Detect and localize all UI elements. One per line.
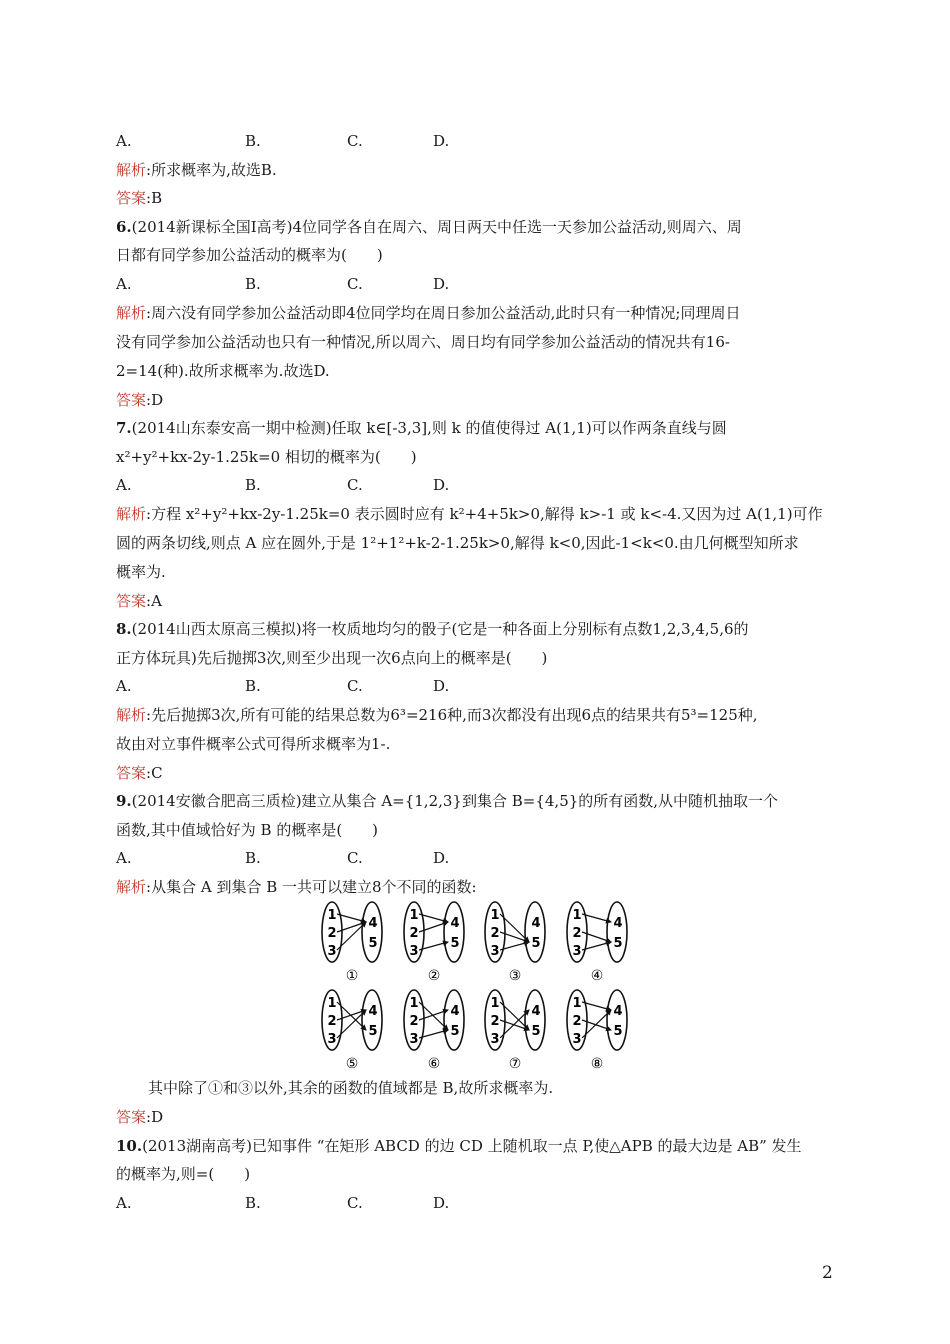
domain-label: 2 <box>572 926 582 941</box>
codomain-ellipse <box>362 990 382 1050</box>
domain-label: 1 <box>572 908 582 923</box>
codomain-ellipse <box>525 902 545 962</box>
stem-q10-line2: 的概率为,则=( ) <box>116 1165 251 1183</box>
diagram-caption: ⑤ <box>345 1056 359 1070</box>
choices-q9 <box>116 849 616 869</box>
codomain-label: 4 <box>613 1004 623 1019</box>
diagram-caption: ⑦ <box>508 1056 522 1070</box>
choice-c: C. <box>347 677 363 695</box>
analysis-q8-line2: 故由对立事件概率公式可得所求概率为1-. <box>116 735 391 753</box>
domain-label: 1 <box>327 908 337 923</box>
domain-label: 3 <box>572 1032 582 1047</box>
mapping-diagram-4 <box>567 902 627 984</box>
choice-b: B. <box>245 476 261 494</box>
choice-a: A. <box>116 476 132 494</box>
diagram-caption: ⑧ <box>590 1056 604 1070</box>
domain-label: 3 <box>490 944 500 959</box>
choice-a: A. <box>116 677 132 695</box>
mapping-diagram-6 <box>404 990 464 1070</box>
domain-label: 2 <box>409 926 419 941</box>
analysis-q9-line1: 解析:从集合 A 到集合 B 一共可以建立8个不同的函数: <box>116 878 477 896</box>
analysis-q5: 解析:所求概率为,故选B. <box>116 161 277 179</box>
choice-d: D. <box>433 677 450 695</box>
mapping-diagram-5 <box>322 990 382 1070</box>
stem-q9-line1: 9.(2014安徽合肥高三质检)建立从集合 A={1,2,3}到集合 B={4,5}的所有函数,从中随机抽取一个 <box>116 792 779 810</box>
domain-label: 3 <box>409 1032 419 1047</box>
domain-label: 2 <box>490 926 500 941</box>
answer-q5: 答案:B <box>116 189 163 207</box>
codomain-label: 5 <box>450 936 460 951</box>
codomain-label: 5 <box>531 936 541 951</box>
domain-label: 3 <box>327 944 337 959</box>
analysis-q9-line2: 其中除了①和③以外,其余的函数的值域都是 B,故所求概率为. <box>148 1079 554 1097</box>
choice-a: A. <box>116 1194 132 1212</box>
codomain-label: 5 <box>368 936 378 951</box>
stem-q9-line2: 函数,其中值域恰好为 B 的概率是( ) <box>116 821 379 839</box>
analysis-q8-line1: 解析:先后抛掷3次,所有可能的结果总数为6³=216种,而3次都没有出现6点的结果共有5³=125种, <box>116 706 758 724</box>
answer-q7: 答案:A <box>116 592 162 610</box>
codomain-ellipse <box>362 902 382 962</box>
choice-d: D. <box>433 849 450 867</box>
stem-q8-line2: 正方体玩具)先后抛掷3次,则至少出现一次6点向上的概率是( ) <box>116 649 548 667</box>
analysis-q6-line2: 没有同学参加公益活动也只有一种情况,所以周六、周日均有同学参加公益活动的情况共有16- <box>116 333 730 351</box>
domain-label: 1 <box>409 996 419 1011</box>
choice-a: A. <box>116 849 132 867</box>
codomain-label: 4 <box>450 1004 460 1019</box>
domain-label: 3 <box>327 1032 337 1047</box>
choice-b: B. <box>245 275 261 293</box>
answer-q9: 答案:D <box>116 1108 164 1126</box>
domain-label: 2 <box>327 1014 337 1029</box>
codomain-label: 4 <box>531 916 541 931</box>
codomain-ellipse <box>525 990 545 1050</box>
mapping-diagrams-figure <box>320 900 640 1070</box>
domain-label: 1 <box>409 908 419 923</box>
codomain-ellipse <box>444 902 464 962</box>
domain-label: 3 <box>490 1032 500 1047</box>
codomain-ellipse <box>444 990 464 1050</box>
stem-q6-line2: 日都有同学参加公益活动的概率为( ) <box>116 246 383 264</box>
choice-c: C. <box>347 1194 363 1212</box>
diagram-caption: ③ <box>508 968 522 984</box>
answer-q8: 答案:C <box>116 764 163 782</box>
diagram-caption: ④ <box>590 968 604 984</box>
stem-q8-line1: 8.(2014山西太原高三模拟)将一枚质地均匀的骰子(它是一种各面上分别标有点数1,2,3,4,5,6的 <box>116 620 749 638</box>
choice-b: B. <box>245 132 261 150</box>
stem-q10-line1: 10.(2013湖南高考)已知事件 “在矩形 ABCD 的边 CD 上随机取一点 P,使△APB 的最大边是 AB” 发生 <box>116 1137 802 1155</box>
domain-label: 3 <box>572 944 582 959</box>
choices-q6 <box>116 275 616 295</box>
mapping-diagram-2 <box>404 902 464 984</box>
analysis-q7-line1: 解析:方程 x²+y²+kx-2y-1.25k=0 表示圆时应有 k²+4+5k>0,解得 k>-1 或 k<-4.又因为过 A(1,1)可作 <box>116 505 823 523</box>
choice-c: C. <box>347 275 363 293</box>
codomain-label: 4 <box>368 916 378 931</box>
domain-label: 1 <box>327 996 337 1011</box>
codomain-label: 5 <box>613 936 623 951</box>
codomain-label: 5 <box>613 1024 623 1039</box>
domain-label: 1 <box>572 996 582 1011</box>
choice-d: D. <box>433 476 450 494</box>
codomain-label: 4 <box>368 1004 378 1019</box>
choices-q8 <box>116 677 616 697</box>
choice-a: A. <box>116 275 132 293</box>
diagram-caption: ① <box>345 968 359 984</box>
choice-b: B. <box>245 849 261 867</box>
codomain-label: 5 <box>531 1024 541 1039</box>
choice-b: B. <box>245 677 261 695</box>
codomain-label: 5 <box>450 1024 460 1039</box>
analysis-q7-line2: 圆的两条切线,则点 A 应在圆外,于是 1²+1²+k-2-1.25k>0,解得 k<0,因此-1<k<0.由几何概型知所求 <box>116 534 799 552</box>
domain-label: 3 <box>409 944 419 959</box>
mapping-diagram-1 <box>322 902 382 984</box>
stem-q6-line1: 6.(2014新课标全国Ⅰ高考)4位同学各自在周六、周日两天中任选一天参加公益活动,则周六、周 <box>116 218 742 236</box>
answer-q6: 答案:D <box>116 391 164 409</box>
choices-q10 <box>116 1194 616 1214</box>
codomain-ellipse <box>607 990 627 1050</box>
choice-d: D. <box>433 275 450 293</box>
choice-c: C. <box>347 132 363 150</box>
domain-label: 2 <box>409 1014 419 1029</box>
choice-b: B. <box>245 1194 261 1212</box>
domain-label: 2 <box>327 926 337 941</box>
choices-q7 <box>116 476 616 496</box>
stem-q7-line1: 7.(2014山东泰安高一期中检测)任取 k∈[-3,3],则 k 的值使得过 A(1,1)可以作两条直线与圆 <box>116 419 727 437</box>
codomain-label: 4 <box>531 1004 541 1019</box>
analysis-q6-line1: 解析:周六没有同学参加公益活动即4位同学均在周日参加公益活动,此时只有一种情况;同理周日 <box>116 304 741 322</box>
choice-a: A. <box>116 132 132 150</box>
domain-label: 1 <box>490 908 500 923</box>
choices-q5 <box>116 132 616 152</box>
codomain-label: 4 <box>613 916 623 931</box>
stem-q7-line2: x²+y²+kx-2y-1.25k=0 相切的概率为( ) <box>116 448 417 466</box>
mapping-diagram-7 <box>485 990 545 1070</box>
domain-label: 2 <box>572 1014 582 1029</box>
domain-label: 2 <box>490 1014 500 1029</box>
analysis-q6-line3: 2=14(种).故所求概率为.故选D. <box>116 362 330 380</box>
choice-d: D. <box>433 132 450 150</box>
mapping-diagram-3 <box>485 902 545 984</box>
codomain-ellipse <box>607 902 627 962</box>
choice-c: C. <box>347 476 363 494</box>
page-number: 2 <box>822 1263 833 1283</box>
diagram-caption: ⑥ <box>427 1056 441 1070</box>
choice-c: C. <box>347 849 363 867</box>
choice-d: D. <box>433 1194 450 1212</box>
codomain-label: 4 <box>450 916 460 931</box>
mapping-diagram-8 <box>567 990 627 1070</box>
analysis-q7-line3: 概率为. <box>116 563 166 581</box>
diagram-caption: ② <box>427 968 441 984</box>
domain-label: 1 <box>490 996 500 1011</box>
codomain-label: 5 <box>368 1024 378 1039</box>
